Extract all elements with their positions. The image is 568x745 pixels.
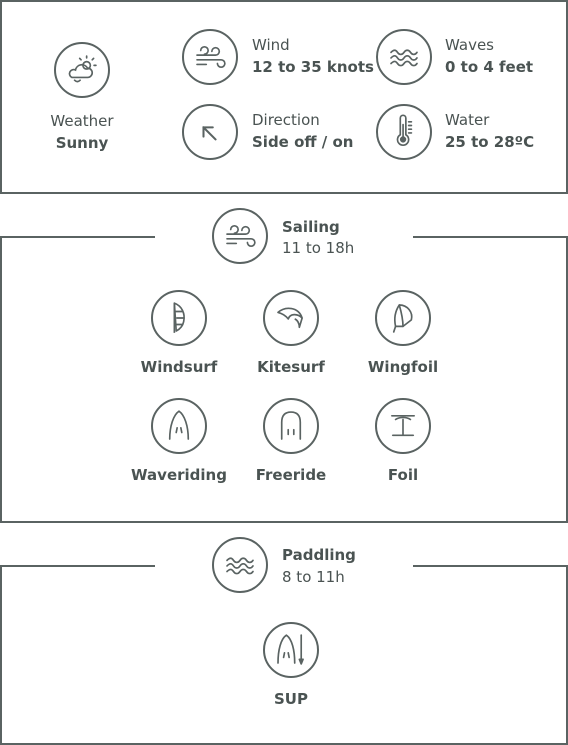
freeride-board-icon bbox=[263, 398, 319, 454]
paddling-title: Paddling bbox=[282, 546, 356, 564]
waves-label: Waves bbox=[445, 36, 494, 54]
direction-value: Side off / on bbox=[252, 133, 354, 151]
waveriding-board-icon bbox=[151, 398, 207, 454]
sailing-title: Sailing bbox=[282, 218, 340, 236]
activity-label: Foil bbox=[387, 466, 419, 484]
weather-icon bbox=[54, 42, 110, 98]
activity-label: Wingfoil bbox=[367, 358, 439, 376]
activity-label: Kitesurf bbox=[257, 358, 325, 376]
paddling-waves-icon bbox=[212, 537, 268, 593]
sup-icon bbox=[263, 622, 319, 678]
sailing-hours: 11 to 18h bbox=[282, 239, 355, 257]
wind-value: 12 to 35 knots bbox=[252, 58, 374, 76]
paddling-hours: 8 to 11h bbox=[282, 568, 345, 586]
waves-value: 0 to 4 feet bbox=[445, 58, 534, 76]
direction-label: Direction bbox=[252, 111, 320, 129]
thermometer-icon bbox=[376, 104, 432, 160]
water-value: 25 to 28ºC bbox=[445, 133, 535, 151]
water-label: Water bbox=[445, 111, 490, 129]
wind-icon bbox=[182, 29, 238, 85]
wingfoil-icon bbox=[375, 290, 431, 346]
waves-icon bbox=[376, 29, 432, 85]
weather-label: Weather bbox=[50, 112, 114, 130]
windsurf-icon bbox=[151, 290, 207, 346]
activity-label: Windsurf bbox=[140, 358, 218, 376]
activity-label: Waveriding bbox=[131, 466, 227, 484]
sailing-wind-icon bbox=[212, 208, 268, 264]
kitesurf-icon bbox=[263, 290, 319, 346]
direction-arrow-icon bbox=[182, 104, 238, 160]
weather-value: Sunny bbox=[55, 134, 109, 152]
activity-label: Freeride bbox=[255, 466, 327, 484]
wind-label: Wind bbox=[252, 36, 290, 54]
activity-label: SUP bbox=[274, 690, 308, 708]
foil-icon bbox=[375, 398, 431, 454]
